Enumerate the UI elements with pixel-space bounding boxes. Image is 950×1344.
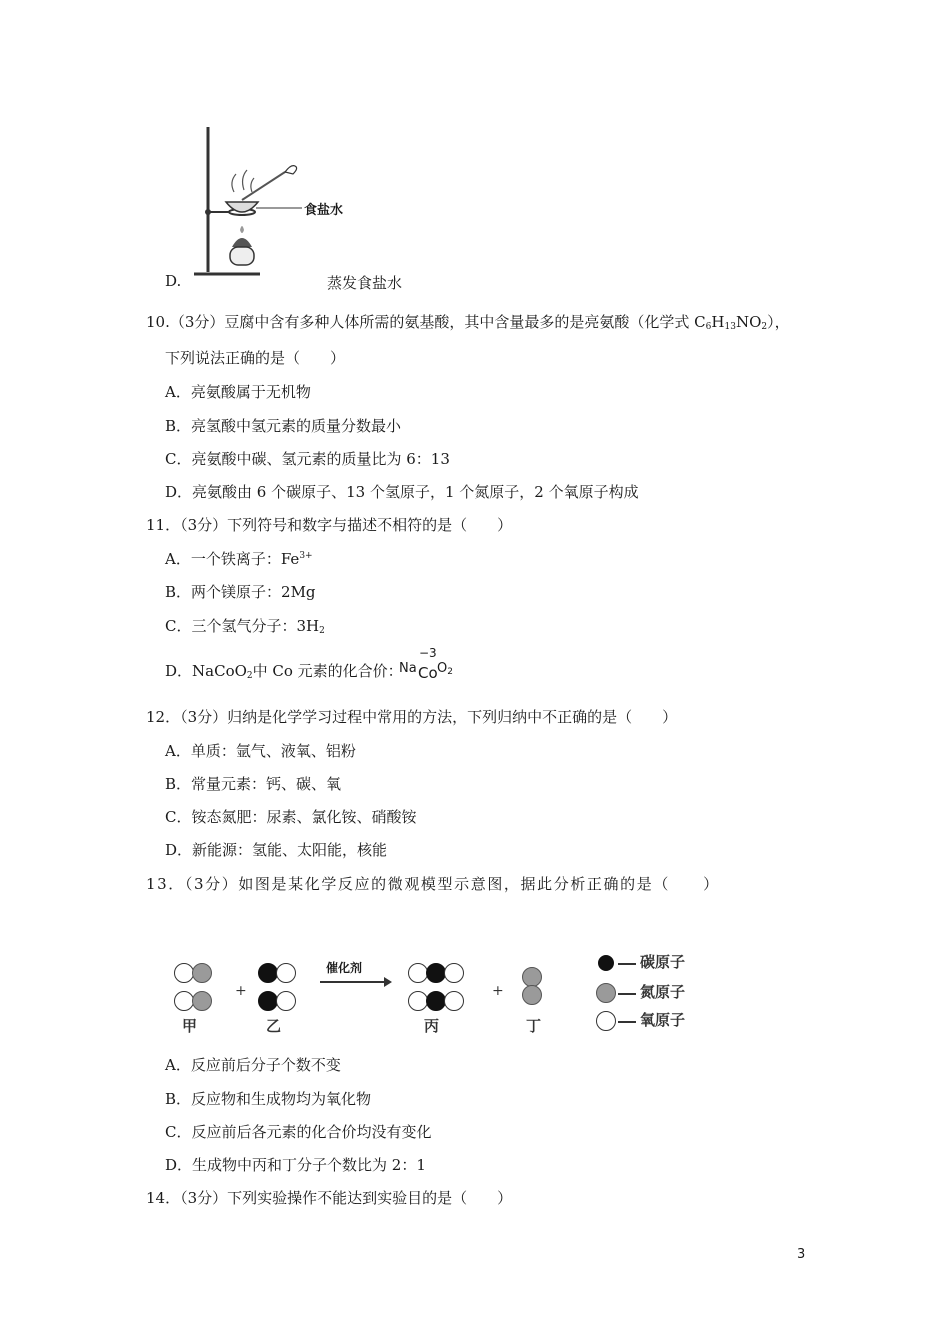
q12-option-b: B．常量元素：钙、碳、氧 xyxy=(165,775,342,793)
q11-option-d: D．NaCoO$_2$中 Co 元素的化合价： xyxy=(165,662,403,681)
q12-option-c: C．铵态氮肥：尿素、氯化铵、硝酸铵 xyxy=(165,808,417,826)
q12-option-a: A．单质：氩气、液氧、铝粉 xyxy=(165,742,356,760)
q13-stem: 13．（3分）如图是某化学反应的微观模型示意图，据此分析正确的是（ ） xyxy=(146,875,720,893)
q10-option-a: A．亮氨酸属于无机物 xyxy=(165,383,311,401)
q10-option-b: B．亮氢酸中氢元素的质量分数最小 xyxy=(165,417,402,435)
q12-option-d: D．新能源：氢能、太阳能，核能 xyxy=(165,841,388,859)
q12-stem: 12．（3分）归纳是化学学习过程中常用的方法，下列归纳中不正确的是（ ） xyxy=(146,708,678,726)
q10-stem-line2: 下列说法正确的是（ ） xyxy=(165,349,346,367)
q11-stem: 11．（3分）下列符号和数字与描述不相符的是（ ） xyxy=(146,516,513,534)
q9-option-d-letter: D. xyxy=(165,272,182,290)
q11-option-c: C．三个氢气分子：$3H_2$ xyxy=(165,617,325,636)
q9-option-d-caption: 蒸发食盐水 xyxy=(327,274,403,292)
reaction-diagram: 甲 + 乙 催化剂 丙 + 丁 碳原子 氮原子 氧原子 xyxy=(160,945,720,1045)
valence-notation: Na −3 Co $O_2$ xyxy=(399,646,453,682)
q13-option-b: B．反应物和生成物均为氧化物 xyxy=(165,1090,372,1108)
q13-option-a: A．反应前后分子个数不变 xyxy=(165,1056,341,1074)
q14-stem: 14．（3分）下列实验操作不能达到实验目的是（ ） xyxy=(146,1189,513,1207)
apparatus-label: 食盐水 xyxy=(304,203,344,218)
q13-option-c: C．反应前后各元素的化合价均没有变化 xyxy=(165,1123,432,1141)
q11-option-a: A．一个铁离子：$Fe^{3+}$ xyxy=(165,550,313,568)
q11-option-b: B．两个镁原子：2Mg xyxy=(165,583,316,601)
q10-option-d: D．亮氨酸由 6 个碳原子、13 个氢原子，1 个氮原子，2 个氧原子构成 xyxy=(165,483,639,501)
q10-option-c: C．亮氨酸中碳、氢元素的质量比为 6：13 xyxy=(165,450,450,468)
page-number: 3 xyxy=(797,1247,806,1262)
q10-stem: 10.（3分）豆腐中含有多种人体所需的氨基酸，其中含量最多的是亮氨酸（化学式 $C_6H_{13}NO_2$）， xyxy=(146,313,790,332)
q13-option-d: D．生成物中丙和丁分子个数比为 2：1 xyxy=(165,1156,426,1174)
